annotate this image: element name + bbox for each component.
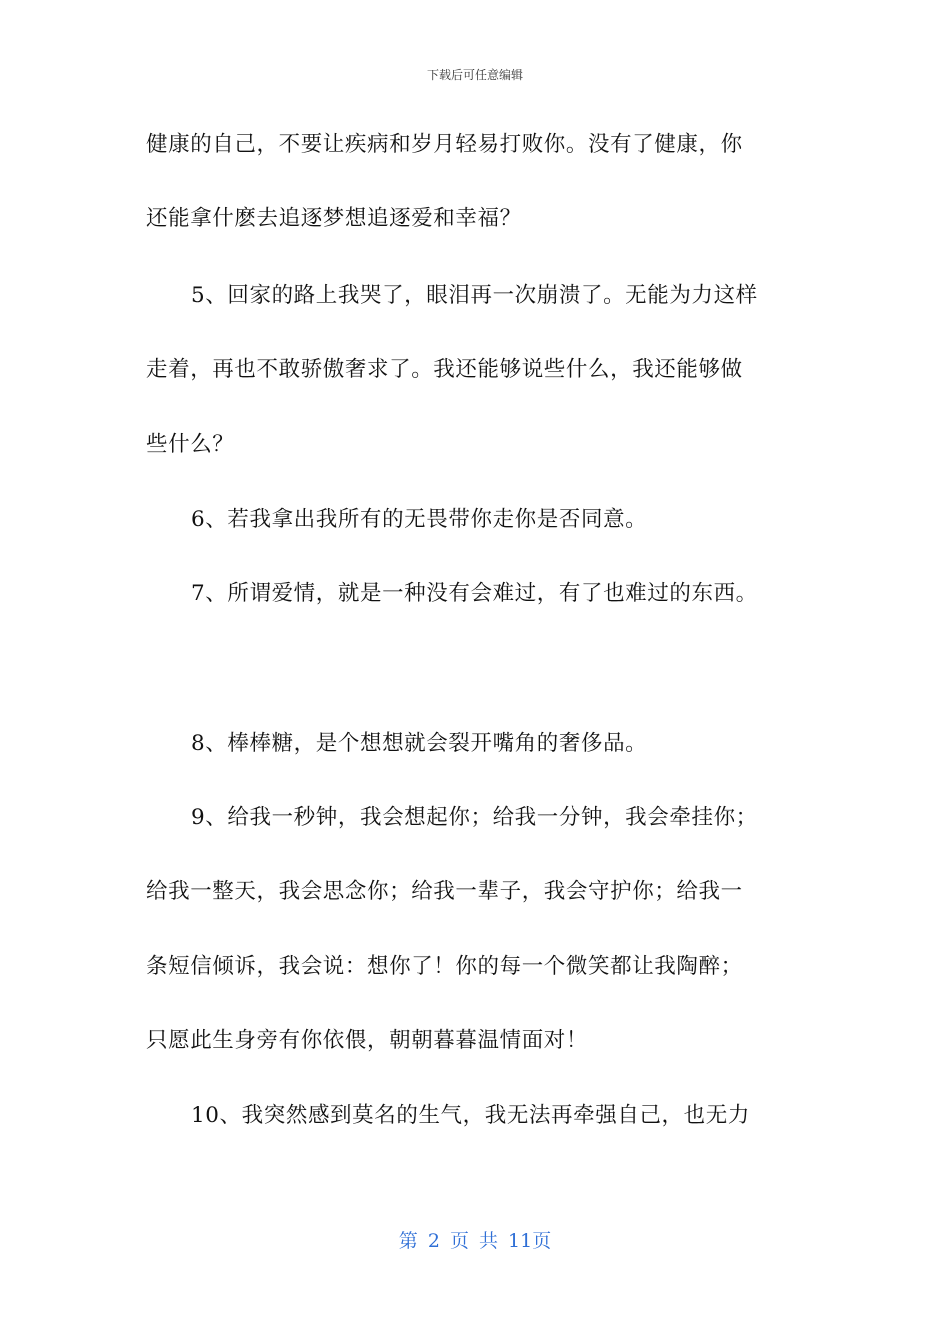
page-number: 第 2 页 共 11页 <box>398 1230 552 1252</box>
text-line: 5、回家的路上我哭了，眼泪再一次崩溃了。无能为力这样 <box>191 283 758 308</box>
text-line: 只愿此生身旁有你依偎，朝朝暮暮温情面对！ <box>146 1028 589 1053</box>
text-line: 7、所谓爱情，就是一种没有会难过，有了也难过的东西。 <box>191 581 758 606</box>
text-line: 9、给我一秒钟，我会想起你；给我一分钟，我会牵挂你； <box>191 805 758 830</box>
text-line: 健康的自己，不要让疾病和岁月轻易打败你。没有了健康，你 <box>146 132 743 157</box>
text-line: 还能拿什麽去追逐梦想追逐爱和幸福？ <box>146 206 522 231</box>
text-line: 10、我突然感到莫名的生气，我无法再牵强自己，也无力 <box>191 1103 750 1128</box>
text-line: 8、棒棒糖，是个想想就会裂开嘴角的奢侈品。 <box>191 731 648 756</box>
text-line: 条短信倾诉，我会说：想你了！你的每一个微笑都让我陶醉； <box>146 954 743 979</box>
text-line: 给我一整天，我会思念你；给我一辈子，我会守护你；给我一 <box>146 879 743 904</box>
page-header: 下载后可任意编辑 <box>426 68 523 82</box>
text-line: 走着，再也不敢骄傲奢求了。我还能够说些什么，我还能够做 <box>146 357 743 382</box>
text-line: 些什么？ <box>146 432 235 457</box>
text-line: 6、若我拿出我所有的无畏带你走你是否同意。 <box>191 507 648 532</box>
